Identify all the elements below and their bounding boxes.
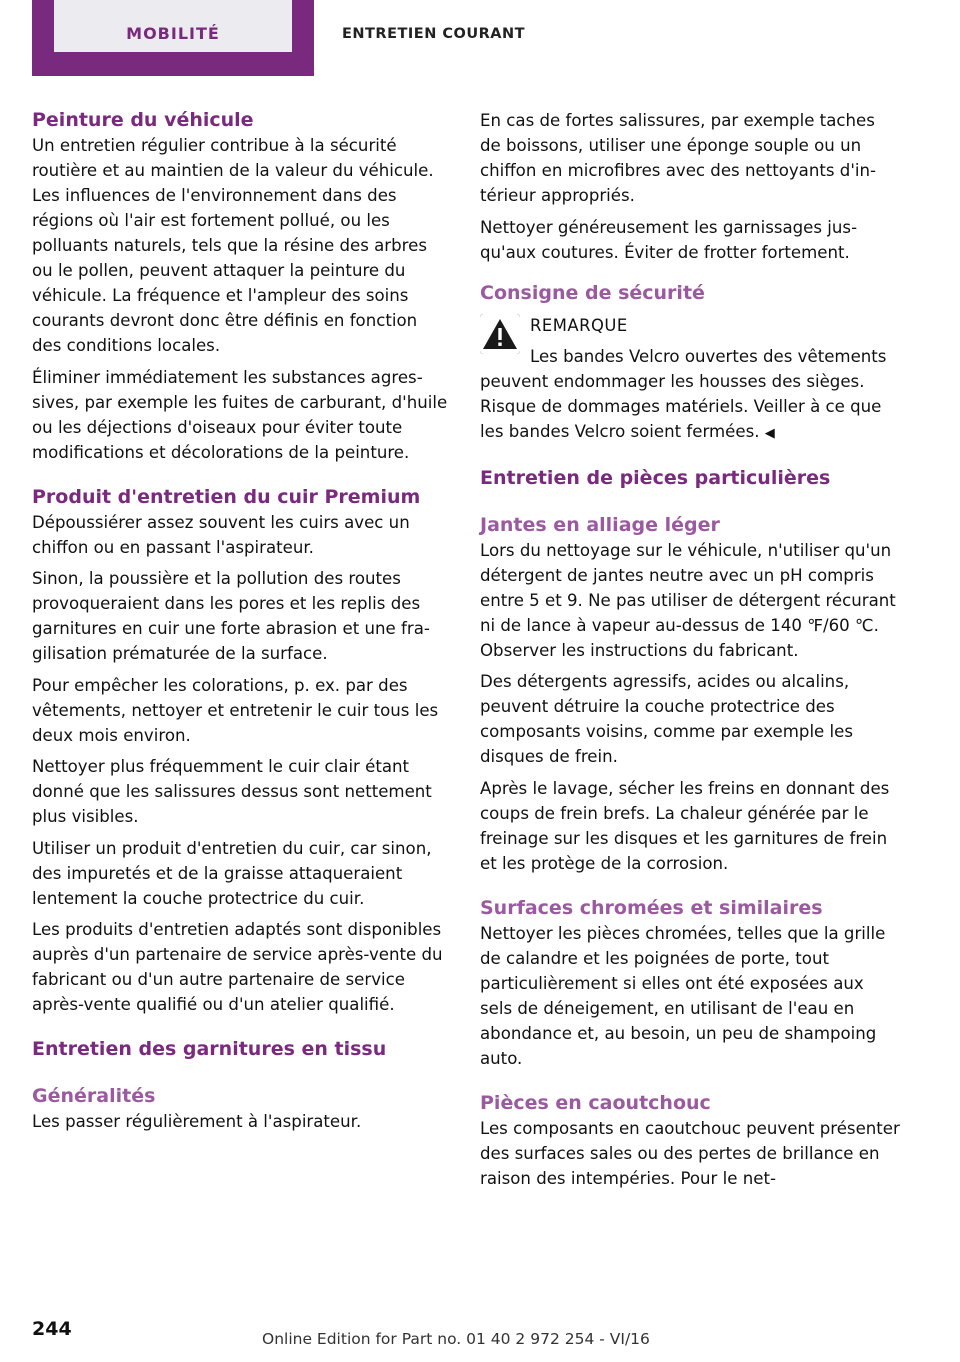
heading-rubber: Pièces en caoutchouc — [480, 1091, 711, 1114]
warning-text-content: Les bandes Velcro ouvertes des vêtements peuvent endommager les housses des sièges. Risque de dommages matériels. Veiller à ce que les bandes Velcro soient fermées. — [480, 346, 887, 441]
warning-text — [480, 344, 900, 446]
paragraph: Les composants en caoutchouc peuvent présenter des surfaces sales ou des pertes de brillance en raison des intempéries. Pour le net- — [480, 1118, 900, 1188]
paragraph: Des détergents agressifs, acides ou alcalins, peuvent détruire la couche protectrice des composants voisins, comme par exemple les disques de frein. — [480, 672, 854, 766]
warning-block — [480, 314, 900, 446]
end-mark-icon: ◀ — [764, 425, 775, 441]
heading-leather: Produit d'entretien du cuir Premium — [32, 485, 421, 508]
paragraph: Utiliser un produit d'entretien du cuir, car sinon, des impuretés et de la graisse attaqueraient lentement la couche protectrice du cuir. — [32, 838, 432, 908]
paragraph: Pour empêcher les colorations, p. ex. par des vêtements, nettoyer et entretenir le cuir tous les deux mois environ. — [32, 675, 439, 745]
warning-title: REMARQUE — [530, 315, 628, 335]
warning-triangle-icon — [480, 314, 520, 354]
paragraph: Nettoyer généreusement les garnissages jusqu'aux coutures. Éviter de frotter fortement. — [480, 217, 858, 262]
paragraph: Nettoyer plus fréquemment le cuir clair étant donné que les salissures dessus sont nettement plus visibles. — [32, 757, 432, 826]
paragraph: Sinon, la poussière et la pollution des routes provoqueraient dans les pores et les replis des garnitures en cuir une forte abrasion et une fragilisation prématurée de la surface. — [32, 569, 430, 663]
paragraph: Éliminer immédiatement les substances agressives, par exemple les fuites de carburant, d'huile ou les déjections d'oiseaux pour éviter toute modifications et décolorations de la peinture. — [32, 367, 448, 462]
heading-parts: Entretien de pièces particulières — [480, 466, 831, 489]
paragraph: Lors du nettoyage sur le véhicule, n'utiliser qu'un détergent de jantes neutre avec un pH compris entre 5 et 9. Ne pas utiliser de détergent récurant ni de lance à vapeur au-dessus de 140 ℉/60 ℃. Observer les instructions du fabricant. — [480, 540, 896, 660]
heading-general: Généralités — [32, 1085, 156, 1107]
edition-footer: Online Edition for Part no. 01 40 2 972 254 - VI/16 — [262, 1330, 650, 1348]
heading-fabric: Entretien des garnitures en tissu — [32, 1038, 387, 1060]
header-tabbar — [0, 0, 960, 78]
tab-entretien-courant[interactable]: ENTRETIEN COURANT — [342, 26, 526, 42]
heading-paint: Peinture du véhicule — [32, 109, 254, 131]
right-column — [480, 108, 900, 1197]
paragraph: Dépoussiérer assez souvent les cuirs avec un chiffon ou en passant l'aspirateur. — [32, 512, 410, 557]
heading-safety: Consigne de sécurité — [480, 281, 705, 304]
page-number: 244 — [32, 1318, 72, 1340]
paragraph: Un entretien régulier contribue à la sécurité routière et au maintien de la valeur du véhicule. Les influences de l'environnement dans des régions où l'air est fortement pollué, ou les polluants naturels, tels que la résine des arbres ou le pollen, peuvent attaquer la peinture du véhicule. La fréquence et l'ampleur des soins courants devront donc être définis en fonction des conditions locales. — [32, 136, 434, 355]
left-column — [32, 108, 450, 1141]
tab-mobilite-label: MOBILITÉ — [54, 0, 292, 52]
paragraph: Nettoyer les pièces chromées, telles que la grille de calandre et les poignées de porte, tout particulièrement si elles ont été exposées aux sels de déneigement, en utilisant de l'eau en abondance et, au besoin, un peu de shampoing auto. — [480, 923, 886, 1068]
tab-mobilite[interactable] — [32, 0, 314, 76]
paragraph: En cas de fortes salissures, par exemple taches de boissons, utiliser une éponge souple ou un chiffon en microfibres avec des nettoyants d'intérieur appropriés. — [480, 111, 877, 205]
heading-rims: Jantes en alliage léger — [480, 513, 720, 536]
paragraph: Les passer régulièrement à l'aspirateur. — [32, 1112, 362, 1131]
paragraph: Les produits d'entretien adaptés sont disponibles auprès d'un partenaire de service après-vente du fabricant ou d'un autre partenaire de service après-vente qualifié ou d'un atelier qualifié. — [32, 920, 443, 1014]
paragraph: Après le lavage, sécher les freins en donnant des coups de frein brefs. La chaleur générée par le freinage sur les disques et les garnitures de frein et les protège de la corrosion. — [480, 778, 890, 873]
heading-chrome: Surfaces chromées et similaires — [480, 896, 823, 919]
